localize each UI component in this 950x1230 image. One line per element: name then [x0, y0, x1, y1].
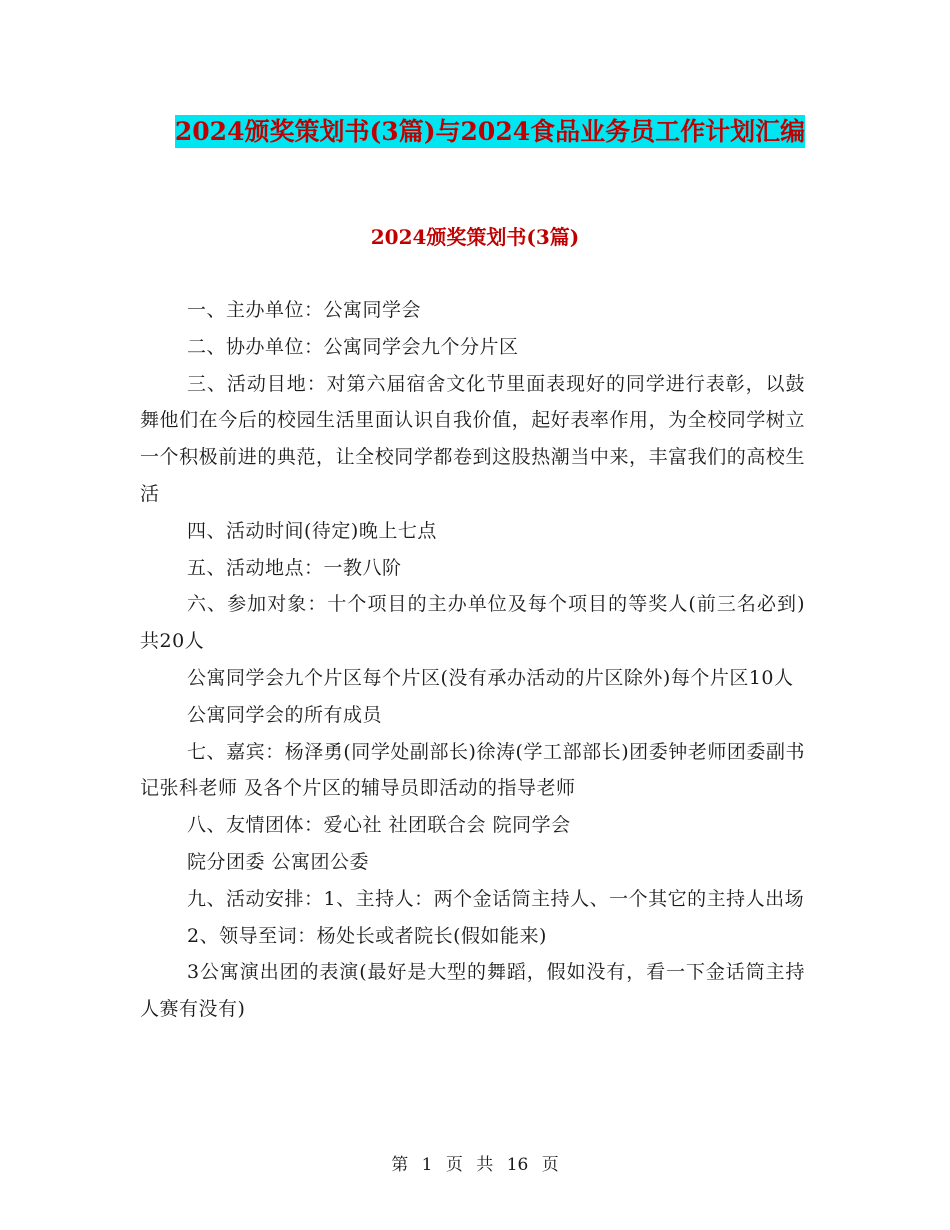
document-body: [140, 292, 805, 1028]
footer-label-unit: 页: [445, 1155, 463, 1175]
paragraph-participants-members: 公寓同学会的所有成员: [187, 703, 383, 726]
document-title-text: 2024颁奖策划书(3篇)与2024食品业务员工作计划汇编: [174, 117, 806, 146]
paragraph-participants-districts: 公寓同学会九个片区每个片区(没有承办活动的片区除外)每个片区10人: [187, 666, 794, 689]
section-title: 2024颁奖策划书(3篇): [370, 225, 580, 249]
paragraph-purpose: 三、活动目地：对第六届宿舍文化节里面表现好的同学进行表彰，以鼓舞他们在今后的校园生活里面认识自我价值，起好表率作用，为全校同学树立一个积极前进的典范，让全校同学都卷到这股热潮当中来，丰富我们的高校生活: [140, 372, 805, 505]
paragraph-friendly-groups: 八、友情团体：爱心社 社团联合会 院同学会: [187, 814, 571, 837]
document-title: [150, 110, 830, 154]
paragraph-co-organizer: 二、协办单位：公寓同学会九个分片区: [187, 335, 519, 358]
page-footer: [0, 1153, 950, 1177]
footer-current-page: 1: [421, 1155, 433, 1175]
footer-label-unit2: 页: [541, 1155, 559, 1175]
paragraph-friendly-groups-2: 院分团委 公寓团公委: [187, 850, 370, 873]
paragraph-schedule-host: 九、活动安排：1、主持人：两个金话筒主持人、一个其它的主持人出场: [187, 887, 805, 910]
paragraph-guests: 七、嘉宾：杨泽勇(同学处副部长)徐涛(学工部部长)团委钟老师团委副书记张科老师 及各个片区的辅导员即活动的指导老师: [140, 740, 805, 800]
paragraph-schedule-speech: 2、领导至词：杨处长或者院长(假如能来): [187, 924, 547, 947]
paragraph-schedule-performance: 3公寓演出团的表演(最好是大型的舞蹈，假如没有，看一下金话筒主持人赛有没有): [140, 961, 805, 1021]
paragraph-location: 五、活动地点：一教八阶: [187, 556, 402, 579]
paragraph-organizer: 一、主办单位：公寓同学会: [187, 299, 422, 321]
footer-label-page: 第: [391, 1155, 409, 1175]
footer-label-total: 共: [476, 1155, 494, 1175]
footer-total-pages: 16: [506, 1155, 529, 1175]
paragraph-participants: 六、参加对象：十个项目的主办单位及每个项目的等奖人(前三名必到)共20人: [140, 593, 805, 653]
paragraph-time: 四、活动时间(待定)晚上七点: [187, 519, 437, 542]
